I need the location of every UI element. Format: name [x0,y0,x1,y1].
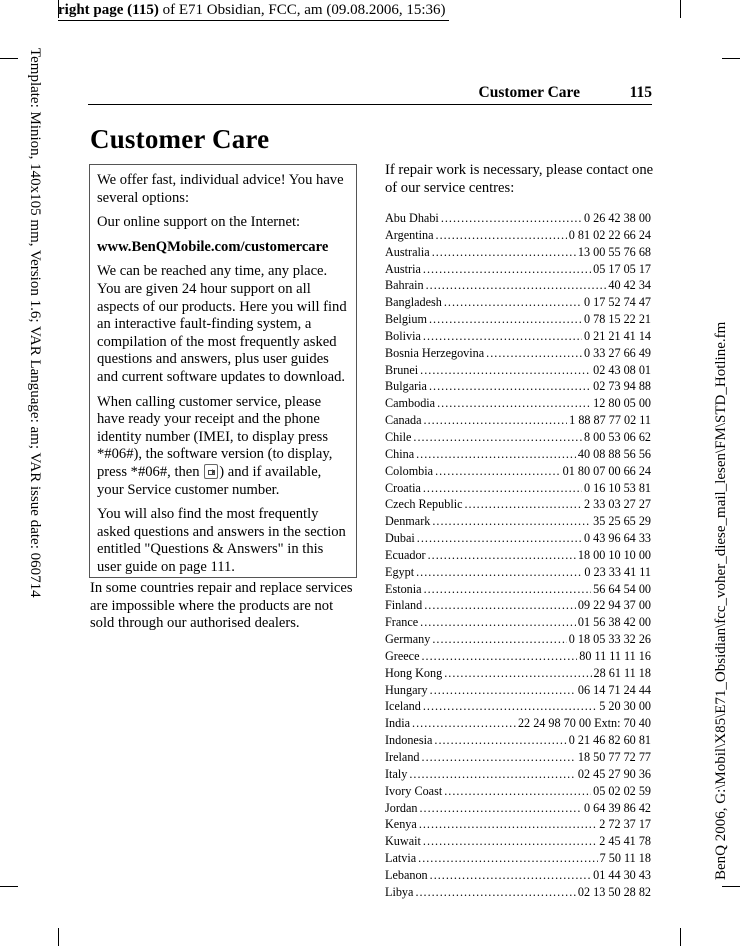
country-name: Denmark [385,514,431,529]
dot-leader [422,648,578,665]
phone-number: 56 64 54 00 [593,581,651,596]
country-name: Bosnia Herzegovina [385,345,485,360]
calling-instructions [97,394,348,500]
phone-number: 01 80 07 00 66 24 [562,463,651,478]
dot-leader [424,412,568,429]
service-centre-row [385,884,651,901]
service-centre-row [385,732,651,749]
phone-number: 13 00 55 76 68 [577,244,651,259]
service-centre-row [385,311,651,328]
info-box [89,164,357,578]
dot-leader [434,732,566,749]
dot-leader [423,480,582,497]
service-centre-row [385,850,651,867]
country-name: France [385,615,419,630]
country-name: Argentina [385,227,434,242]
dot-leader [424,597,576,614]
service-centre-row [385,597,651,614]
country-name: Australia [385,244,430,259]
phone-number: 05 02 02 59 [593,783,651,798]
service-centre-row [385,244,651,261]
phone-number: 28 61 11 18 [593,665,651,680]
phone-number: 0 21 46 82 60 81 [568,733,651,748]
country-name: Chile [385,429,412,444]
service-centre-row [385,682,651,699]
dot-leader [430,682,576,699]
service-centre-row [385,513,651,530]
phone-number: 0 78 15 22 21 [583,312,651,327]
service-centre-row [385,328,651,345]
dot-leader [419,816,597,833]
phone-number: 80 11 11 11 16 [579,648,651,663]
dot-leader [432,244,576,261]
service-centre-row [385,631,651,648]
crop-mark [680,0,681,18]
service-centre-row [385,362,651,379]
dot-leader [428,547,576,564]
country-name: Cambodia [385,396,436,411]
dot-leader [444,294,582,311]
dot-leader [432,631,566,648]
country-name: Ivory Coast [385,783,443,798]
country-name: Estonia [385,581,422,596]
country-name: Croatia [385,480,421,495]
country-name: Indonesia [385,733,433,748]
country-name: Abu Dhabi [385,211,439,225]
service-centre-row [385,463,651,480]
crop-mark [0,58,18,59]
calling-text-2: ), the software version (to display, press [97,446,333,480]
phone-number: 01 56 38 42 00 [577,615,651,630]
service-centre-row [385,378,651,395]
crop-mark [58,928,59,946]
dot-leader [429,378,591,395]
dot-leader [444,665,591,682]
phone-number: 0 16 10 53 81 [583,480,651,495]
dot-leader [420,800,582,817]
dot-leader [420,614,576,631]
service-centre-row [385,210,651,227]
phone-number: 0 43 96 64 33 [583,531,651,546]
country-name: Finland [385,598,423,613]
phone-number: 02 45 27 90 36 [577,766,651,781]
phone-number: 7 50 11 18 [599,851,651,866]
country-name: Colombia [385,463,434,478]
right-softkey-icon [204,464,218,479]
service-centre-row [385,227,651,244]
service-centre-row [385,766,651,783]
country-name: China [385,446,415,461]
dot-leader [444,783,591,800]
service-centre-row [385,648,651,665]
dot-leader [418,850,598,867]
phone-number: 01 44 30 43 [593,867,651,882]
dot-leader [413,429,582,446]
crop-mark [680,928,681,946]
country-name: Ecuador [385,547,426,562]
service-centre-row [385,294,651,311]
service-centre-row [385,665,651,682]
dot-leader [465,496,582,513]
service-centre-row [385,800,651,817]
running-header [88,82,652,105]
phone-number: 06 14 71 24 44 [577,682,651,697]
service-centre-row [385,395,651,412]
dot-leader [435,463,561,480]
file-path-text: BenQ 2006, G:\Mobil\X85\E71_Obsidian\fcc_voher_diese_mail_lesen\FM\STD_Hotline.fm [713,321,729,880]
phone-number: 0 33 27 66 49 [583,345,651,360]
phone-number: 35 25 65 29 [593,514,651,529]
dot-leader [486,345,582,362]
phone-number: 22 24 98 70 00 Extn: 70 40 [517,716,651,731]
country-name: Lebanon [385,867,428,882]
calling-text-1: When calling customer service, please have ready your receipt and the phone identity number (IMEI, to display press [97,393,329,445]
phone-number: 02 43 08 01 [593,362,651,377]
crop-mark [0,886,18,887]
service-centre-row [385,564,651,581]
country-name: Bolivia [385,328,421,343]
phone-number: 0 26 42 38 00 [583,211,651,225]
country-name: Belgium [385,312,427,327]
service-centre-row [385,698,651,715]
support-url: www.BenQMobile.com/customercare [97,238,329,255]
phone-number: 0 17 52 74 47 [583,295,651,310]
country-name: Dubai [385,531,415,546]
country-name: Austria [385,261,421,276]
dot-leader [423,328,582,345]
country-name: Canada [385,413,422,428]
dot-leader [412,715,516,732]
page-number: 115 [629,84,652,101]
country-name: Ireland [385,750,420,764]
support-description: We can be reached any time, any place. You are given 24 hour support on all aspects of our products. Here you will find an interactive fault-finding system, a compilation of the most frequently asked questions and answers, plus user guides and current software updates to download. [97,263,347,385]
file-path-margin [712,260,732,900]
service-centre-row [385,345,651,362]
service-centre-row [385,715,651,732]
service-centre-row [385,277,651,294]
dot-leader [423,833,597,850]
repair-intro: If repair work is necessary, please contact one of our service centres: [385,162,654,196]
print-info-bar [58,0,449,21]
dot-leader [423,261,591,278]
phone-number: 40 42 34 [608,278,651,293]
country-name: Czech Republic [385,497,463,512]
phone-number: 8 00 53 06 62 [583,429,651,444]
country-name: India [385,716,411,731]
phone-number: 5 20 30 00 [599,699,651,714]
imei-code-2: *#06# [130,463,168,480]
phone-number: 02 73 94 88 [593,379,651,394]
phone-number: 02 13 50 28 82 [577,884,651,899]
dot-leader [437,395,591,412]
phone-number: 0 18 05 33 32 26 [568,632,651,647]
dot-leader [441,210,582,227]
phone-number: 0 64 39 86 42 [583,800,651,815]
page-title: Customer Care [90,124,270,154]
calling-text-4: ) and if available, your Service customer number. [97,463,322,498]
print-info-details: of E71 Obsidian, FCC, am (09.08.2006, 15:36) [158,2,446,18]
service-centre-row [385,429,651,446]
crop-mark [722,58,740,59]
country-name: Kenya [385,817,417,832]
service-centre-row [385,614,651,631]
dot-leader [430,867,591,884]
service-centre-row [385,749,651,766]
service-centre-row [385,783,651,800]
country-name: Germany [385,632,431,647]
phone-number: 2 45 41 78 [599,834,651,849]
service-centre-row [385,480,651,497]
country-name: Kuwait [385,834,421,849]
phone-number: 1 88 87 77 02 11 [569,413,651,428]
country-name: Brunei [385,362,419,377]
service-centre-row [385,867,651,884]
dot-leader [426,277,607,294]
country-name: Italy [385,766,408,781]
print-info-page: right page (115) [58,2,159,18]
repair-availability-note: In some countries repair and replace services are impossible where the products are not sold through our authorised dealers. [90,580,353,632]
service-centre-row [385,446,651,463]
country-name: Bahrain [385,278,424,293]
template-info-margin [26,48,46,788]
dot-leader [429,311,582,328]
service-centre-row [385,412,651,429]
country-name: Hong Kong [385,665,443,680]
imei-code: *#06# [97,446,134,463]
phone-number: 18 50 77 72 77 [577,750,651,764]
phone-number: 12 80 05 00 [593,396,651,411]
running-header-title: Customer Care [478,84,580,101]
service-centre-row [385,833,651,850]
country-name: Iceland [385,699,421,714]
dot-leader [415,884,575,901]
country-name: Jordan [385,800,418,815]
phone-number: 40 08 88 56 56 [577,446,651,461]
country-name: Hungary [385,682,428,697]
country-name: Egypt [385,564,415,579]
online-support-label: Our online support on the Internet: [97,214,301,231]
phone-number: 18 00 10 10 00 [577,547,651,562]
phone-number: 09 22 94 37 00 [577,598,651,613]
dot-leader [432,513,591,530]
dot-leader [417,530,582,547]
service-centre-row [385,816,651,833]
faq-reference: You will also find the most frequently asked questions and answers in the section entitled "Questions & Answers" in this user guide on page 111. [97,506,346,575]
calling-text-3: , then [167,463,204,480]
country-name: Latvia [385,851,417,866]
country-name: Bangladesh [385,295,442,310]
phone-number: 2 72 37 17 [599,817,651,832]
dot-leader [416,564,582,581]
service-centre-list [385,210,651,901]
service-centre-row [385,581,651,598]
country-name: Libya [385,884,414,899]
dot-leader [422,749,576,766]
country-name: Bulgaria [385,379,427,394]
dot-leader [423,698,597,715]
phone-number: 0 81 02 22 66 24 [568,227,651,242]
service-centre-row [385,547,651,564]
service-centre-row [385,496,651,513]
template-info-text: Template: Minion, 140x105 mm, Version 1.6; VAR Language: am; VAR issue date: 060714 [27,48,43,598]
dot-leader [416,446,576,463]
country-name: Greece [385,648,420,663]
phone-number: 0 23 33 41 11 [584,564,651,579]
phone-number: 0 21 21 41 14 [583,328,651,343]
dot-leader [409,766,576,783]
dot-leader [420,362,591,379]
service-centre-row [385,530,651,547]
dot-leader [424,581,592,598]
intro-paragraph: We offer fast, individual advice! You have several options: [97,172,344,206]
service-centre-row [385,261,651,278]
phone-number: 05 17 05 17 [593,261,651,276]
phone-number: 2 33 03 27 27 [583,497,651,512]
dot-leader [436,227,567,244]
